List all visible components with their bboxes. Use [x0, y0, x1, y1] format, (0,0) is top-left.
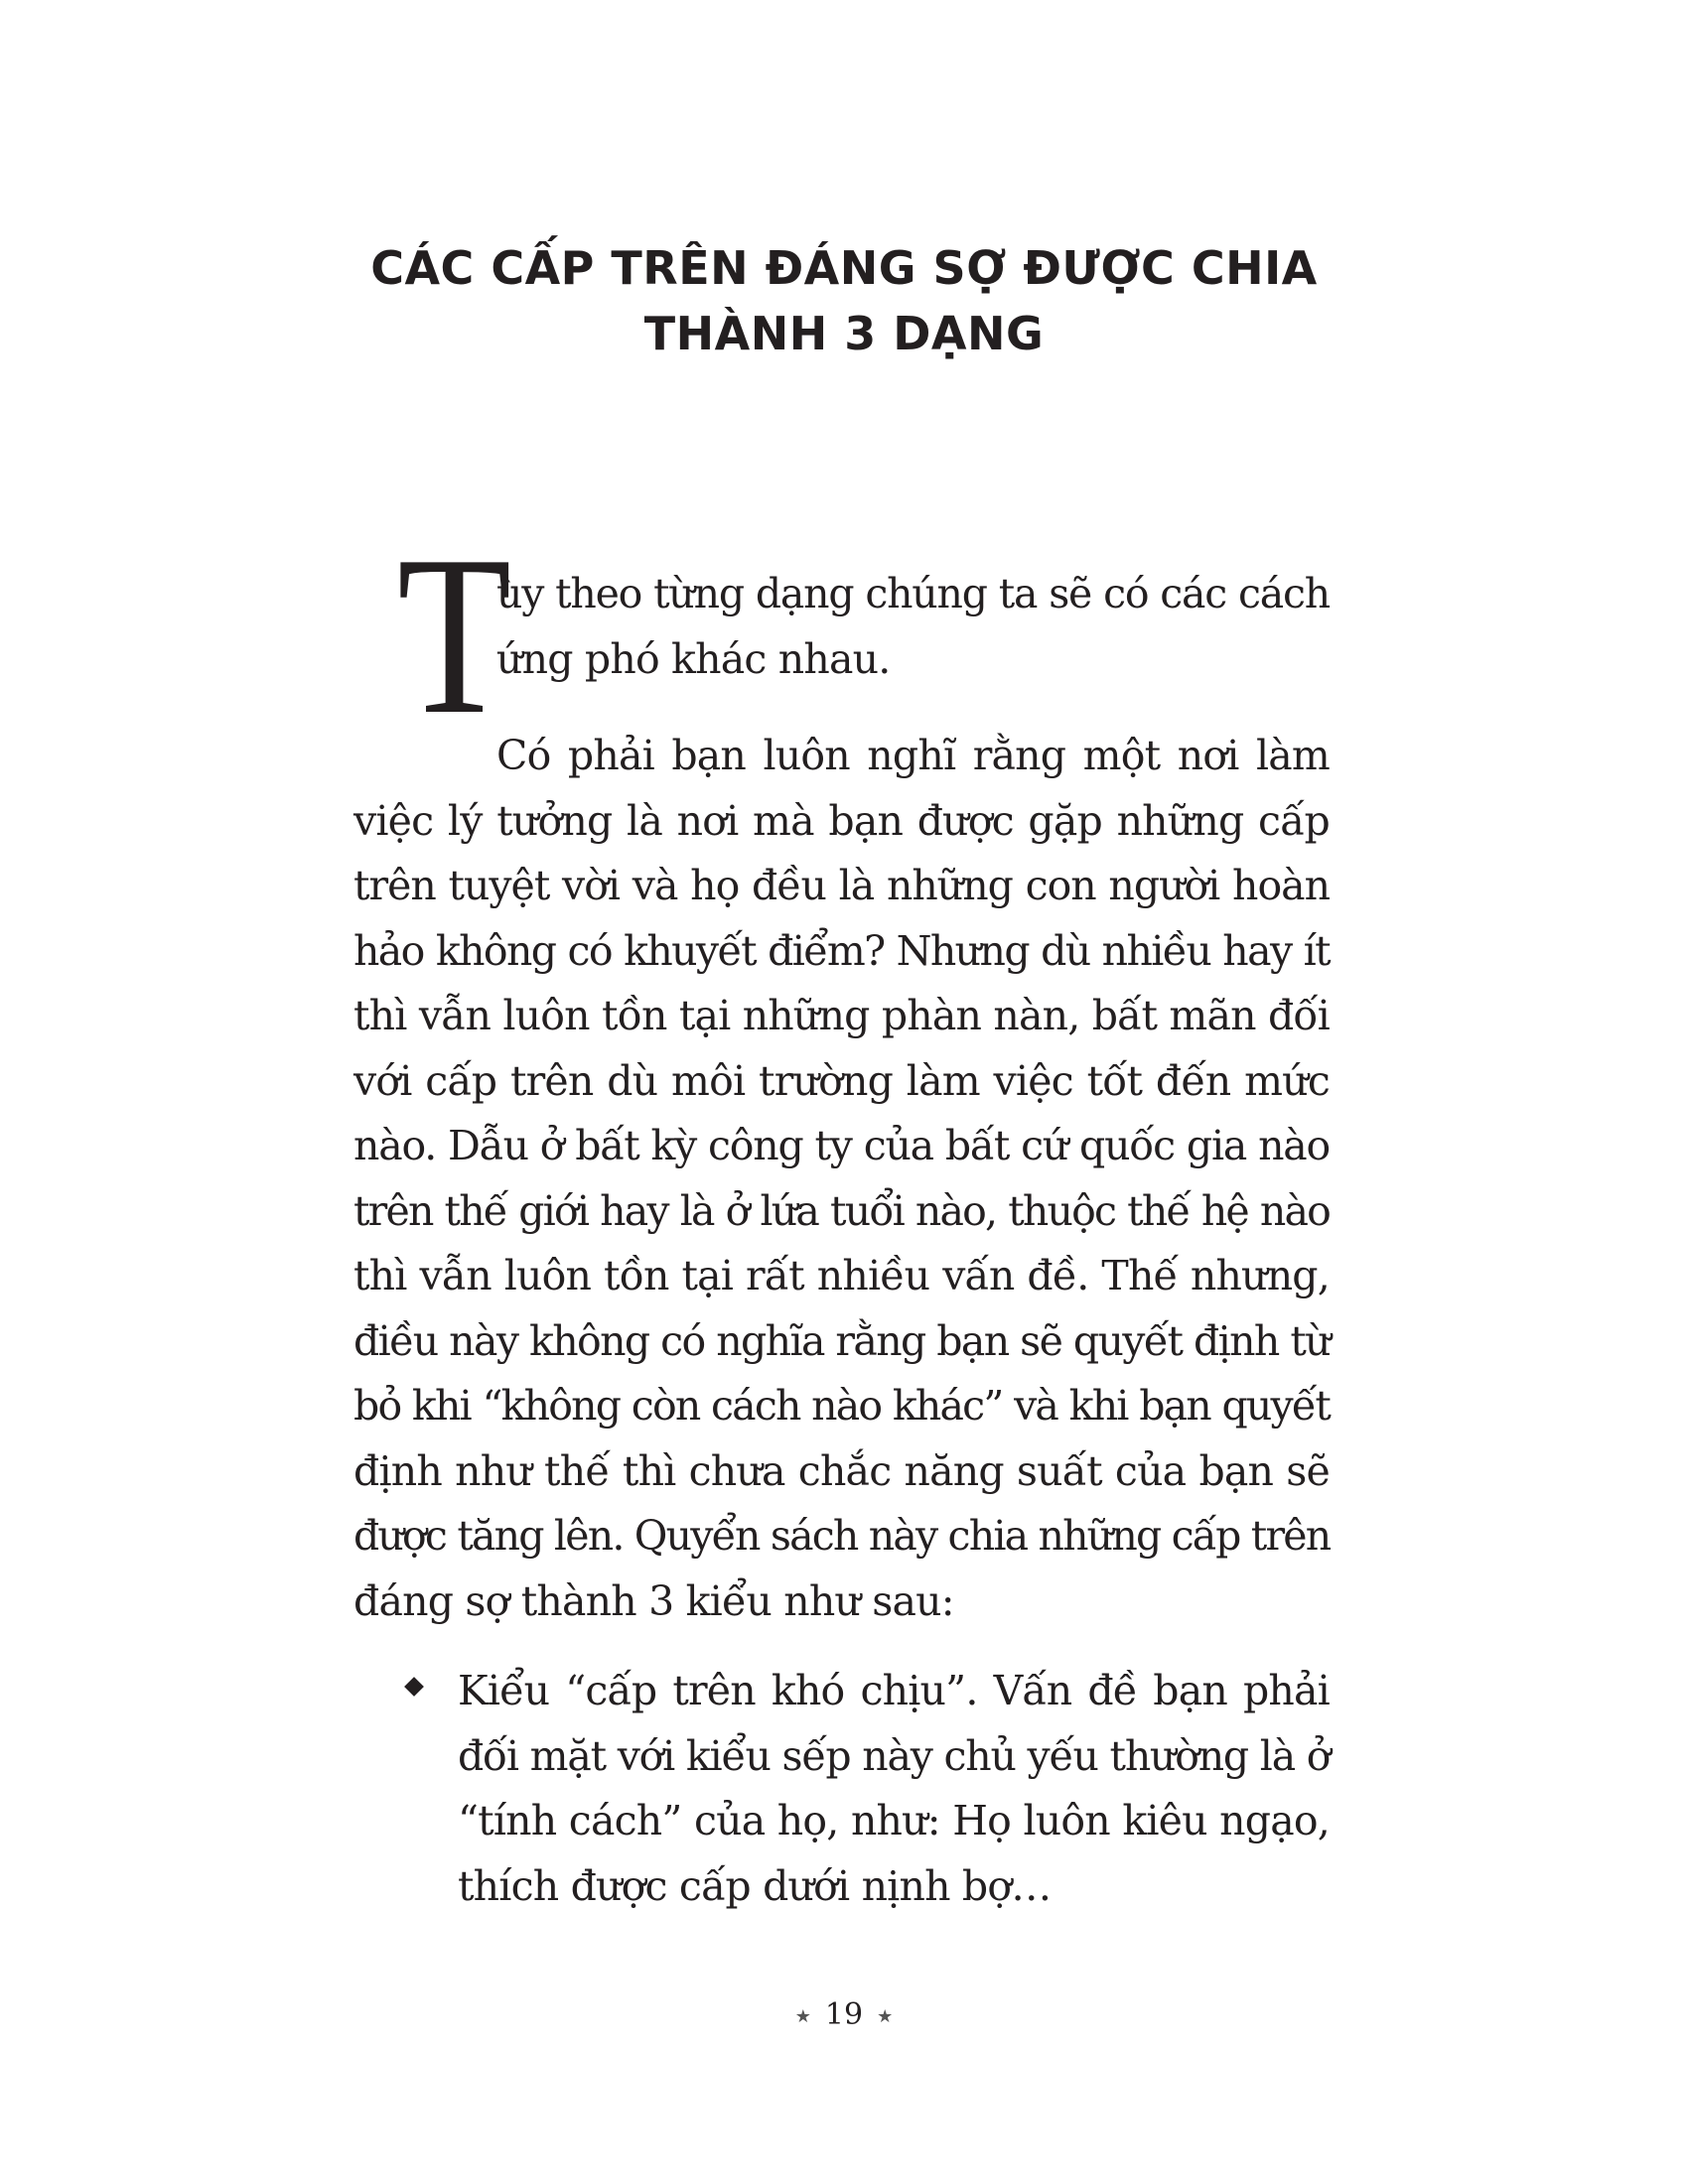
text-line: Kiểu “cấp trên khó chịu”. Vấn đề bạn phải — [458, 1667, 1330, 1714]
text-line: thích được cấp dưới nịnh bợ… — [458, 1861, 1052, 1910]
drop-cap: T — [397, 508, 512, 761]
text-line: ứng phó khác nhau. — [496, 634, 891, 683]
text-line: bỏ khi “không còn cách nào khác” và khi bạn quyết — [353, 1382, 1330, 1430]
text-line: nào. Dẫu ở bất kỳ công ty của bất cứ quốc gia nào — [353, 1122, 1330, 1169]
title-line-1: CÁC CẤP TRÊN ĐÁNG SỢ ĐƯỢC CHIA — [370, 241, 1318, 295]
text-line: đối mặt với kiểu sếp này chủ yếu thường là ở — [458, 1731, 1331, 1780]
star-ornament-icon: ★ — [794, 2005, 811, 2027]
text-line: đáng sợ thành 3 kiểu như sau: — [353, 1576, 954, 1625]
text-line: điều này không có nghĩa rằng bạn sẽ quyết định từ — [353, 1316, 1330, 1365]
text-line: được tăng lên. Quyển sách này chia những cấp trên — [353, 1512, 1331, 1560]
text-line: trên tuyệt vời và họ đều là những con người hoàn — [353, 862, 1330, 909]
body-paragraph — [353, 724, 1330, 1634]
star-ornament-icon: ★ — [877, 2005, 894, 2027]
text-line: hảo không có khuyết điểm? Nhưng dù nhiều hay ít — [353, 926, 1330, 975]
text-line: với cấp trên dù môi trường làm việc tốt đến mức — [353, 1056, 1330, 1105]
text-line: Có phải bạn luôn nghĩ rằng một nơi làm — [496, 732, 1330, 779]
text-line: định như thế thì chưa chắc năng suất của bạn sẽ — [353, 1446, 1330, 1495]
intro-paragraph — [496, 562, 1330, 692]
title-line-2: THÀNH 3 DẠNG — [643, 306, 1045, 360]
page-number: 19 — [824, 1997, 864, 2032]
page-footer — [695, 1997, 993, 2032]
bullet-diamond-icon — [404, 1677, 424, 1697]
text-line: “tính cách” của họ, như: Họ luôn kiêu ngạo, — [458, 1797, 1330, 1844]
text-line: ùy theo từng dạng chúng ta sẽ có các cách — [496, 570, 1330, 617]
text-line: thì vẫn luôn tồn tại rất nhiều vấn đề. Thế nhưng, — [353, 1252, 1330, 1299]
text-line: trên thế giới hay là ở lứa tuổi nào, thuộc thế hệ nào — [353, 1186, 1330, 1235]
text-line: việc lý tưởng là nơi mà bạn được gặp những cấp — [353, 796, 1330, 845]
text-line: thì vẫn luôn tồn tại những phàn nàn, bất mãn đối — [353, 992, 1330, 1039]
page-title — [298, 236, 1390, 366]
bullet-item — [458, 1659, 1330, 1919]
